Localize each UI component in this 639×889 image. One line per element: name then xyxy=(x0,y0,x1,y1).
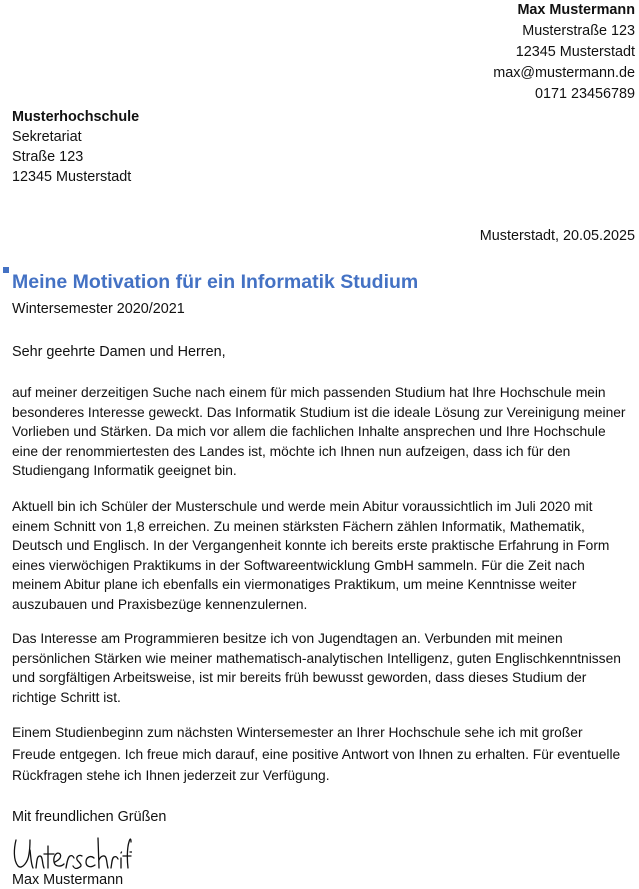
handwritten-signature xyxy=(10,832,132,874)
recipient-street: Straße 123 xyxy=(12,149,84,165)
body-paragraph-2: Aktuell bin ich Schüler der Musterschule und werde mein Abitur voraussichtlich im Juli 2020 mit einem Schnitt von 1,8 erreichen. Zu meinen stärksten Fächern zählen Informatik, Mathematik, Deutsch und Englisch. In der Vergangenheit konnte ich bereits erste praktische Erfahrung in Form eines vierwöchigen Praktikums in der Softwareentwicklung GmbH sammeln. Für die Zeit nach meinem Abitur plane ich ebenfalls ein viermonatiges Praktikum, um meine Kenntnisse weiter auszubauen und Praxisbezüge kennenzulernen. xyxy=(12,499,610,612)
salutation: Sehr geehrte Damen und Herren, xyxy=(12,344,226,360)
letter-date: Musterstadt, 20.05.2025 xyxy=(479,228,635,244)
body-paragraph-3: Das Interesse am Programmieren besitze ich von Jugendtagen an. Verbunden mit meinen persönlichen Stärken wie meiner mathematisch-analytischen Intelligenz, guten Englischkenntnissen und sorgfältigen Arbeitsweise, ist mir bereits früh bewusst geworden, dass dieses Studium der richtige Schritt ist. xyxy=(12,631,621,705)
sender-street: Musterstraße 123 xyxy=(522,23,635,39)
recipient-address-block xyxy=(12,107,139,187)
heading-marker xyxy=(3,267,9,273)
body-paragraph-4: Einem Studienbeginn zum nächsten Wintersemester an Ihrer Hochschule sehe ich mit großer Freude entgegen. Ich freue mich darauf, eine positive Antwort von Ihnen zu erhalten. Für eventuelle Rückfragen stehe ich Ihnen jederzeit zur Verfügung. xyxy=(12,725,621,783)
sender-phone: 0171 23456789 xyxy=(534,86,635,102)
body-paragraph-1: auf meiner derzeitigen Suche nach einem für mich passenden Studium hat Ihre Hochschule mein besonderes Interesse geweckt. Das Informatik Studium ist die ideale Lösung zur Vereinigung meiner Vorlieben und Stärken. Da mich vor allem die fachlichen Inhalte ansprechen und Ihre Hochschule eine der renommiertesten des Landes ist, möchte ich Ihnen nun aufzeigen, dass ich für den Studiengang Informatik geeignet bin. xyxy=(12,385,626,478)
recipient-organization: Musterhochschule xyxy=(12,109,140,125)
closing-phrase: Mit freundlichen Grüßen xyxy=(12,809,167,825)
sender-address-block xyxy=(493,0,635,105)
recipient-city: 12345 Musterstadt xyxy=(12,169,132,185)
sender-email: max@mustermann.de xyxy=(493,65,635,81)
signer-name: Max Mustermann xyxy=(12,872,124,888)
sender-name: Max Mustermann xyxy=(517,2,635,18)
recipient-department: Sekretariat xyxy=(12,129,82,145)
sender-city: 12345 Musterstadt xyxy=(515,44,635,60)
letter-subtitle: Wintersemester 2020/2021 xyxy=(12,301,185,317)
letter-title: Meine Motivation für ein Informatik Studium xyxy=(12,271,419,293)
